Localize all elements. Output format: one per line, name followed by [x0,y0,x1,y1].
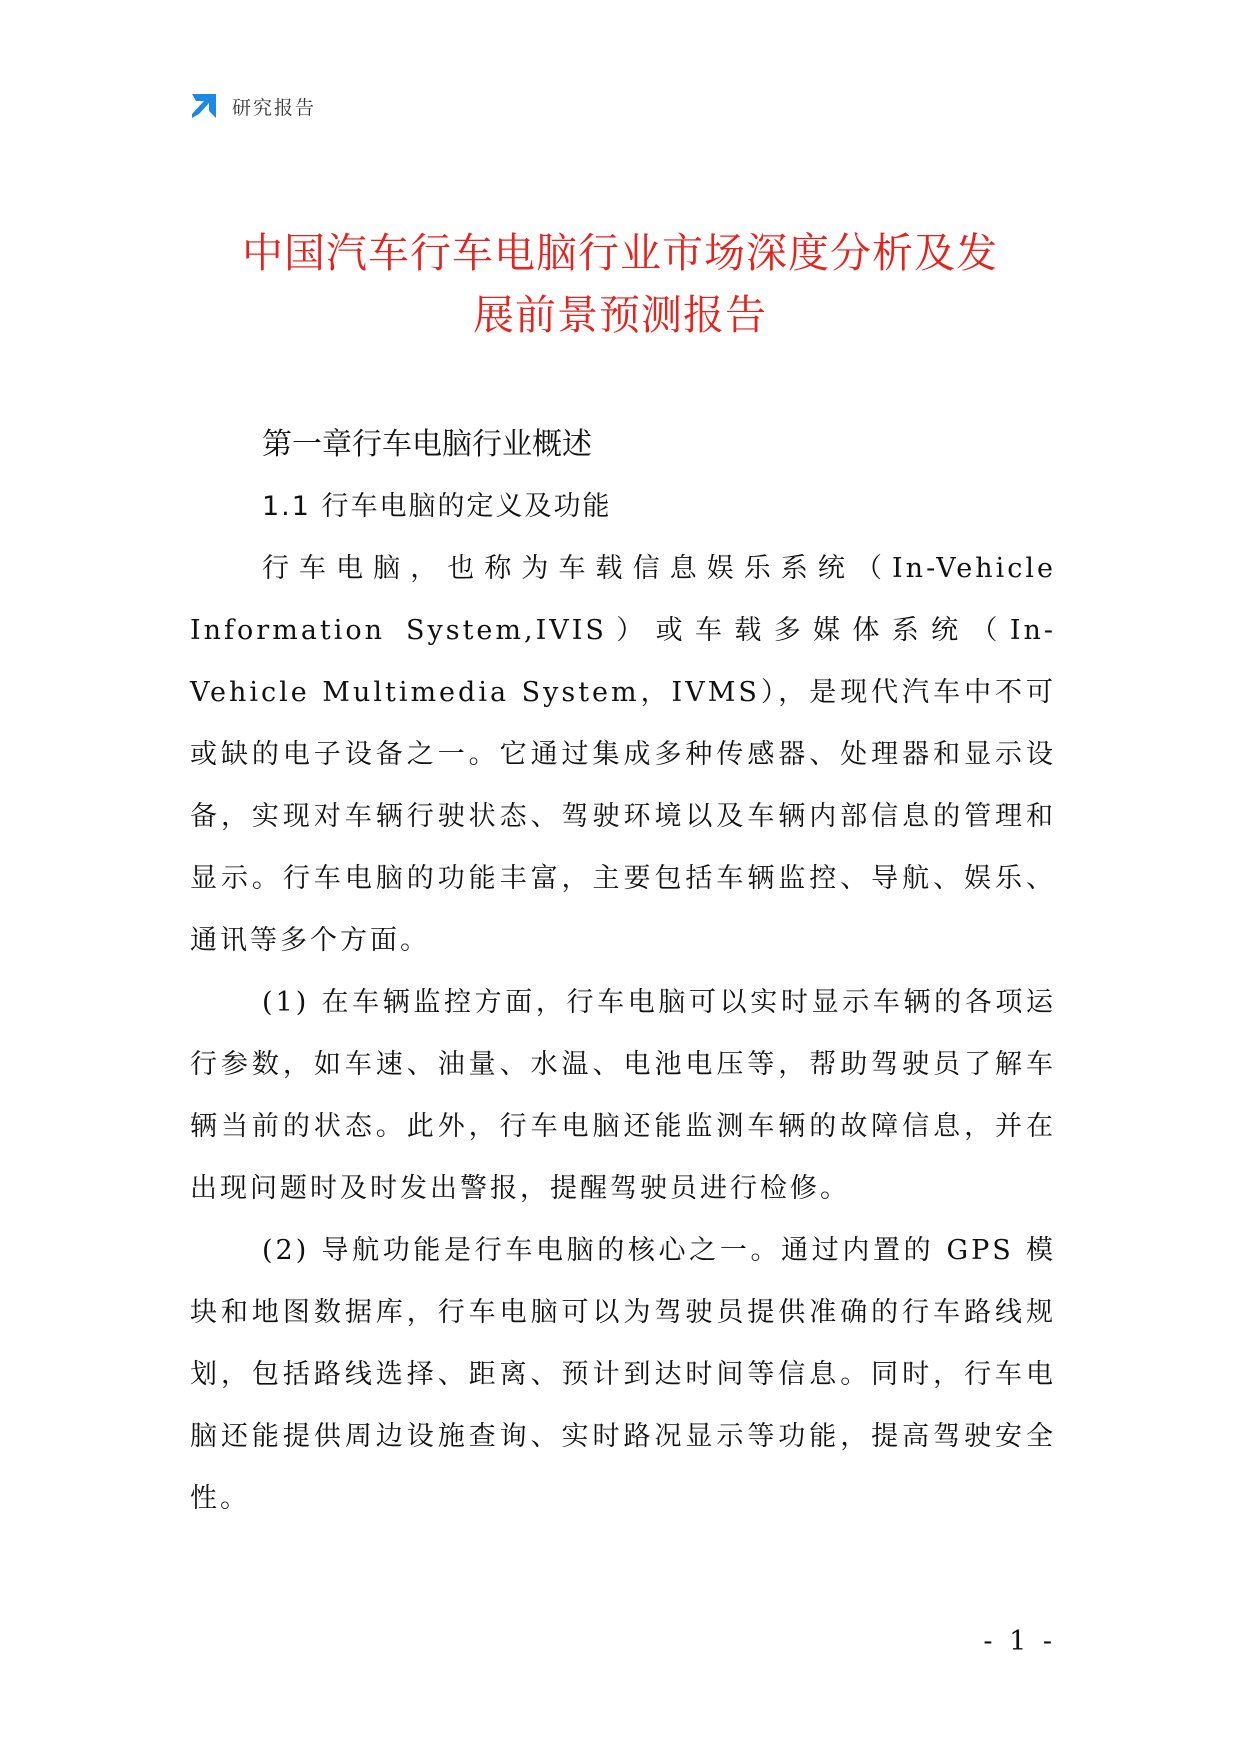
document-body [190,414,1056,1530]
title-line-2: 展前景预测报告 [473,291,767,339]
paragraph-navigation: (2) 导航功能是行车电脑的核心之一。通过内置的 GPS 模块和地图数据库，行车电脑可以为驾驶员提供准确的行车路线规划，包括路线选择、距离、预计到达时间等信息。同时，行车电脑还能提供周边设施查询、实时路况显示等功能，提高驾驶安全性。 [190,1235,1056,1514]
arrow-up-right-icon [188,90,220,122]
report-header [188,88,316,124]
paragraph-definition: 行车电脑，也称为车载信息娱乐系统（In-Vehicle Information System,IVIS）或车载多媒体系统（In-Vehicle Multimedia System，IVMS），是现代汽车中不可或缺的电子设备之一。它通过集成多种传感器、处理器和显示设备，实现对车辆行驶状态、驾驶环境以及车辆内部信息的管理和显示。行车电脑的功能丰富，主要包括车辆监控、导航、娱乐、通讯等多个方面。 [190,553,1056,956]
paragraph-monitoring: (1) 在车辆监控方面，行车电脑可以实时显示车辆的各项运行参数，如车速、油量、水温、电池电压等，帮助驾驶员了解车辆当前的状态。此外，行车电脑还能监测车辆的故障信息，并在出现问题时及时发出警报，提醒驾驶员进行检修。 [190,987,1056,1204]
page-number: - 1 - [983,1626,1056,1657]
document-title [150,222,1090,346]
header-label: 研究报告 [232,96,317,119]
title-line-1: 中国汽车行车电脑行业市场深度分析及发 [242,229,998,277]
section-heading: 1.1 行车电脑的定义及功能 [262,491,612,522]
chapter-heading: 第一章行车电脑行业概述 [262,427,592,462]
